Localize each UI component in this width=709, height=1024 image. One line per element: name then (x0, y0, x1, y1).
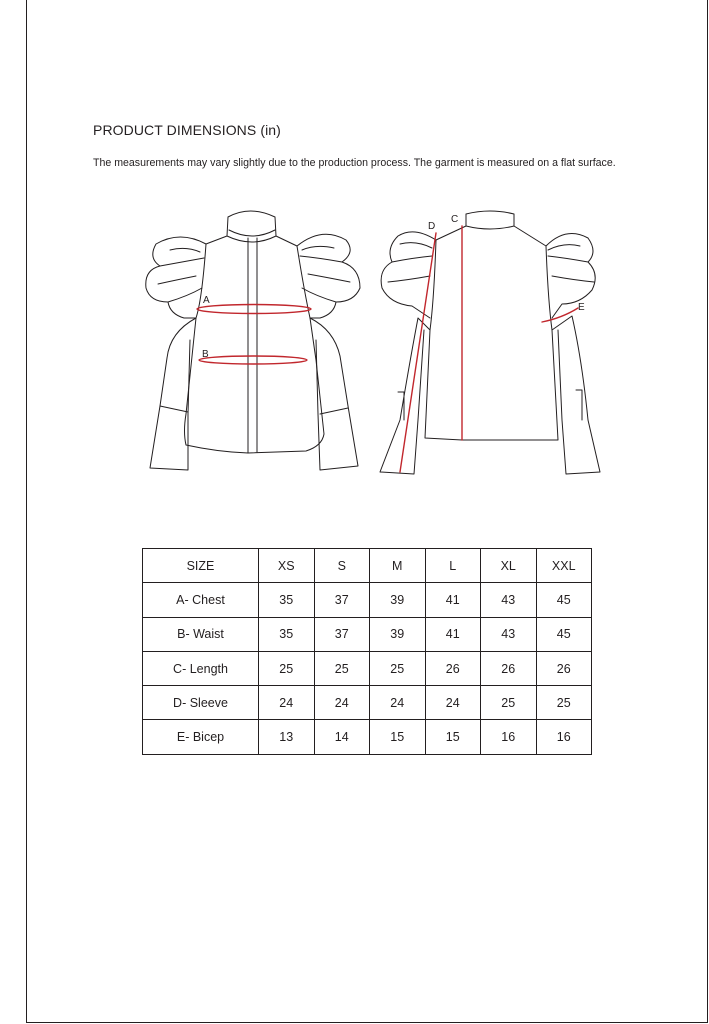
table-row-bicep (143, 720, 592, 754)
table-cell: 24 (370, 686, 426, 720)
label-e: E (578, 302, 585, 313)
label-a: A (203, 295, 210, 306)
row-label: D- Sleeve (143, 686, 259, 720)
table-cell: 15 (425, 720, 481, 754)
row-label: E- Bicep (143, 720, 259, 754)
table-cell: 35 (259, 617, 315, 651)
table-cell: 16 (536, 720, 592, 754)
table-cell: 43 (481, 617, 537, 651)
header-l: L (425, 549, 481, 583)
row-label: C- Length (143, 651, 259, 685)
table-cell: 26 (481, 651, 537, 685)
table-cell: 14 (314, 720, 370, 754)
table-cell: 45 (536, 583, 592, 617)
page-title: PRODUCT DIMENSIONS (in) (93, 122, 281, 138)
table-row-length (143, 651, 592, 685)
label-b: B (202, 349, 209, 360)
table-cell: 25 (314, 651, 370, 685)
front-view-drawing (146, 211, 360, 470)
table-cell: 13 (259, 720, 315, 754)
garment-technical-drawing (140, 200, 610, 480)
table-cell: 39 (370, 583, 426, 617)
measurement-note: The measurements may vary slightly due to the production process. The garment is measured on a flat surface. (93, 157, 616, 169)
table-cell: 43 (481, 583, 537, 617)
table-cell: 26 (536, 651, 592, 685)
table-cell: 37 (314, 617, 370, 651)
table-cell: 41 (425, 583, 481, 617)
table-cell: 35 (259, 583, 315, 617)
row-label: B- Waist (143, 617, 259, 651)
table-cell: 25 (481, 686, 537, 720)
header-size: SIZE (143, 549, 259, 583)
header-xs: XS (259, 549, 315, 583)
table-cell: 24 (425, 686, 481, 720)
label-d: D (428, 221, 436, 232)
header-xl: XL (481, 549, 537, 583)
table-cell: 15 (370, 720, 426, 754)
table-cell: 16 (481, 720, 537, 754)
chest-measure-line (197, 305, 311, 314)
table-cell: 26 (425, 651, 481, 685)
label-c: C (451, 214, 459, 225)
table-cell: 24 (259, 686, 315, 720)
back-view-drawing (380, 211, 600, 474)
header-s: S (314, 549, 370, 583)
header-xxl: XXL (536, 549, 592, 583)
table-cell: 37 (314, 583, 370, 617)
size-chart-table (142, 548, 592, 755)
header-m: M (370, 549, 426, 583)
row-label: A- Chest (143, 583, 259, 617)
sleeve-measure-line (400, 233, 436, 472)
table-cell: 25 (370, 651, 426, 685)
table-cell: 45 (536, 617, 592, 651)
table-header-row (143, 549, 592, 583)
table-cell: 39 (370, 617, 426, 651)
table-cell: 24 (314, 686, 370, 720)
table-row-sleeve (143, 686, 592, 720)
table-cell: 41 (425, 617, 481, 651)
page-border (26, 0, 708, 1023)
table-cell: 25 (536, 686, 592, 720)
table-row-waist (143, 617, 592, 651)
table-row-chest (143, 583, 592, 617)
waist-measure-line (199, 356, 307, 364)
table-cell: 25 (259, 651, 315, 685)
